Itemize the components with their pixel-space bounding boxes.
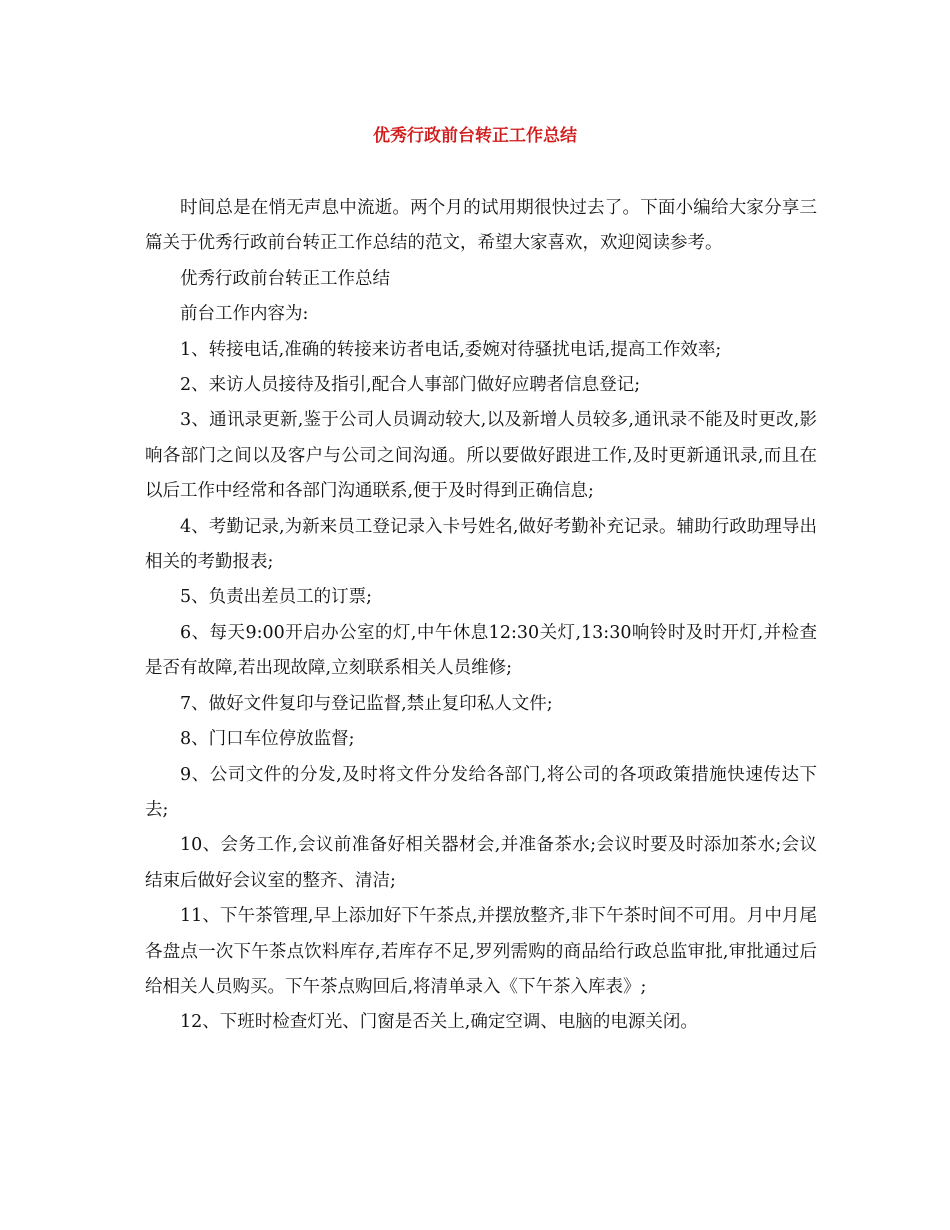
list-intro: 前台工作内容为: — [180, 304, 309, 325]
intro-paragraph: 时间总是在悄无声息中流逝。两个月的试用期很快过去了。下面小编给大家分享三篇关于优秀行政前台转正工作总结的范文，希望大家喜欢，欢迎阅读参考。 — [145, 198, 817, 254]
list-item: 5、负责出差员工的订票; — [180, 587, 373, 608]
list-item: 4、考勤记录,为新来员工登记录入卡号姓名,做好考勤补充记录。辅助行政助理导出相关的考勤报表; — [145, 516, 817, 573]
section-heading: 优秀行政前台转正工作总结 — [180, 268, 390, 289]
list-item: 6、每天9:00开启办公室的灯,中午休息12:30关灯,13:30响铃时及时开灯,并检查是否有故障,若出现故障,立刻联系相关人员维修; — [145, 622, 817, 679]
list-item: 9、公司文件的分发,及时将文件分发给各部门,将公司的各项政策措施快速传达下去; — [145, 764, 817, 820]
document-body — [145, 191, 817, 1041]
list-item: 10、会务工作,会议前准备好相关器材会,并准备茶水;会议时要及时添加茶水;会议结束后做好会议室的整齐、清洁; — [145, 835, 817, 891]
list-item: 11、下午茶管理,早上添加好下午茶点,并摆放整齐,非下午茶时间不可用。月中月尾各盘点一次下午茶点饮料库存,若库存不足,罗列需购的商品给行政总监审批,审批通过后给相关人员购买。下午茶点购回后,将清单录入《下午茶入库表》; — [145, 906, 817, 997]
list-item: 7、做好文件复印与登记监督,禁止复印私人文件; — [180, 693, 553, 714]
list-item: 1、转接电话,准确的转接来访者电话,委婉对待骚扰电话,提高工作效率; — [180, 339, 722, 360]
list-item: 2、来访人员接待及指引,配合人事部门做好应聘者信息登记; — [180, 375, 641, 396]
list-item: 3、通讯录更新,鉴于公司人员调动较大,以及新增人员较多,通讯录不能及时更改,影响各部门之间以及客户与公司之间沟通。所以要做好跟进工作,及时更新通讯录,而且在以后工作中经常和各部门沟通联系,便于及时得到正确信息; — [145, 410, 817, 502]
document-title: 优秀行政前台转正工作总结 — [373, 126, 577, 146]
list-item: 12、下班时检查灯光、门窗是否关上,确定空调、电脑的电源关闭。 — [180, 1012, 698, 1033]
list-item: 8、门口车位停放监督; — [180, 729, 355, 750]
